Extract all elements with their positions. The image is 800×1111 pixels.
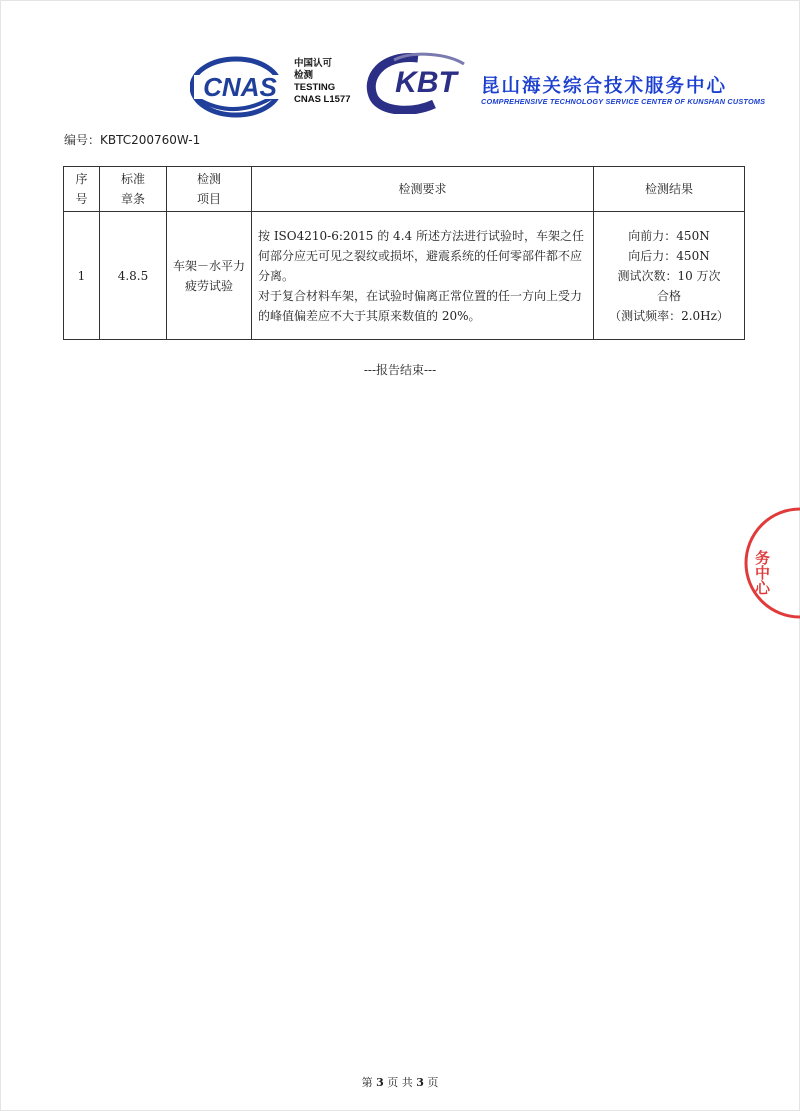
results-table <box>63 166 745 340</box>
cell-clause: 4.8.5 <box>100 212 167 340</box>
cnas-accreditation <box>294 58 351 106</box>
letterhead <box>0 0 800 120</box>
report-number-label: 编号： <box>64 133 101 147</box>
result-line: 向前力：450N <box>628 228 710 243</box>
cnas-line: 中国认可 <box>294 58 333 69</box>
seal-text: 务中心 <box>753 550 771 595</box>
org-name: 昆山海关综合技术服务中心 <box>481 76 728 97</box>
page-footer <box>0 1074 800 1090</box>
kbt-logo <box>364 52 476 114</box>
requirement-paragraph: 按 ISO4210-6:2015 的 4.4 所述方法进行试验时，车架之任何部分应无可见之裂纹或损坏，避震系统的任何零部件都不应分离。 <box>258 228 584 283</box>
cnas-logo-text: CNAS <box>203 72 277 102</box>
kbt-logo-text: KBT <box>395 66 457 99</box>
requirement-paragraph: 对于复合材料车架，在试验时偏离正常位置的任一方向上受力的峰值偏差应不大于其原来数值的 20%。 <box>258 288 583 323</box>
result-line: 合格 <box>656 288 681 303</box>
header-result: 检测结果 <box>594 167 745 212</box>
table-header-row <box>64 167 745 212</box>
report-end-mark: ---报告结束--- <box>363 363 437 377</box>
cnas-logo <box>190 55 290 119</box>
total-pages: 3 <box>416 1076 424 1089</box>
footer-prefix: 第 <box>361 1076 373 1089</box>
header-seq: 序 号 <box>64 167 100 212</box>
official-seal <box>720 498 800 628</box>
cell-item: 车架－水平力疲劳试验 <box>167 212 252 340</box>
header-item: 检测 项目 <box>167 167 252 212</box>
current-page: 3 <box>376 1076 384 1089</box>
result-line: 向后力：450N <box>628 248 710 263</box>
cnas-line: CNAS L1577 <box>294 94 351 105</box>
cell-result <box>594 212 745 340</box>
org-subtitle: COMPREHENSIVE TECHNOLOGY SERVICE CENTER OF KUNSHAN CUSTOMS <box>481 97 766 106</box>
report-number-value: KBTC200760W-1 <box>100 133 201 147</box>
table-row <box>64 212 745 340</box>
report-number <box>64 131 200 148</box>
footer-middle: 页 共 <box>387 1076 413 1089</box>
header-clause: 标准 章条 <box>100 167 167 212</box>
header-requirement: 检测要求 <box>252 167 594 212</box>
cnas-line: 检测 <box>294 70 314 81</box>
cell-seq: 1 <box>64 212 100 340</box>
cnas-line: TESTING <box>294 82 336 93</box>
footer-suffix: 页 <box>427 1076 439 1089</box>
result-line: 测试次数：10 万次 <box>617 268 721 283</box>
cell-requirement <box>252 212 594 340</box>
result-line: （测试频率：2.0Hz） <box>609 308 729 323</box>
